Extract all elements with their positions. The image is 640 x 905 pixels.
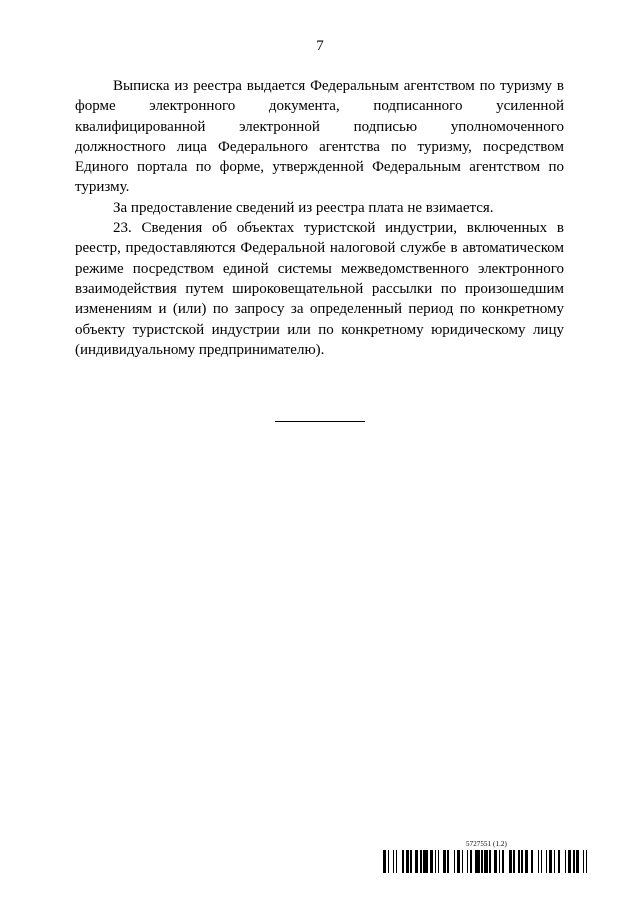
- paragraph-extract-issuance: Выписка из реестра выдается Федеральным агентством по туризму в форме электронного документа, подписанного усиленной квалифицированной электронной подписью уполномоченного должностного лица Федерального агентства по туризму, посредством Единого портала по форме, утвержденной Федеральным агентством по туризму.: [75, 78, 564, 196]
- barcode-bar: [587, 850, 590, 873]
- paragraph-no-fee: За предоставление сведений из реестра плата не взимается.: [113, 199, 494, 216]
- document-id: 5727551 (1.2): [466, 840, 507, 848]
- barcode: [383, 850, 591, 873]
- paragraph-item-23: 23. Сведения об объектах туристской индустрии, включенных в реестр, предоставляются Федеральной налоговой службе в автоматическом режиме посредством единой системы межведомственного электронного взаимодействия путем широковещательной рассылки по произошедшим изменениям и (или) по запросу за определенный период по конкретному объекту туристской индустрии или по конкретному юридическому лицу (индивидуальному предпринимателю).: [75, 220, 564, 358]
- end-of-text-rule: [275, 421, 365, 422]
- body-text: [75, 76, 564, 360]
- page-number: 7: [316, 38, 324, 54]
